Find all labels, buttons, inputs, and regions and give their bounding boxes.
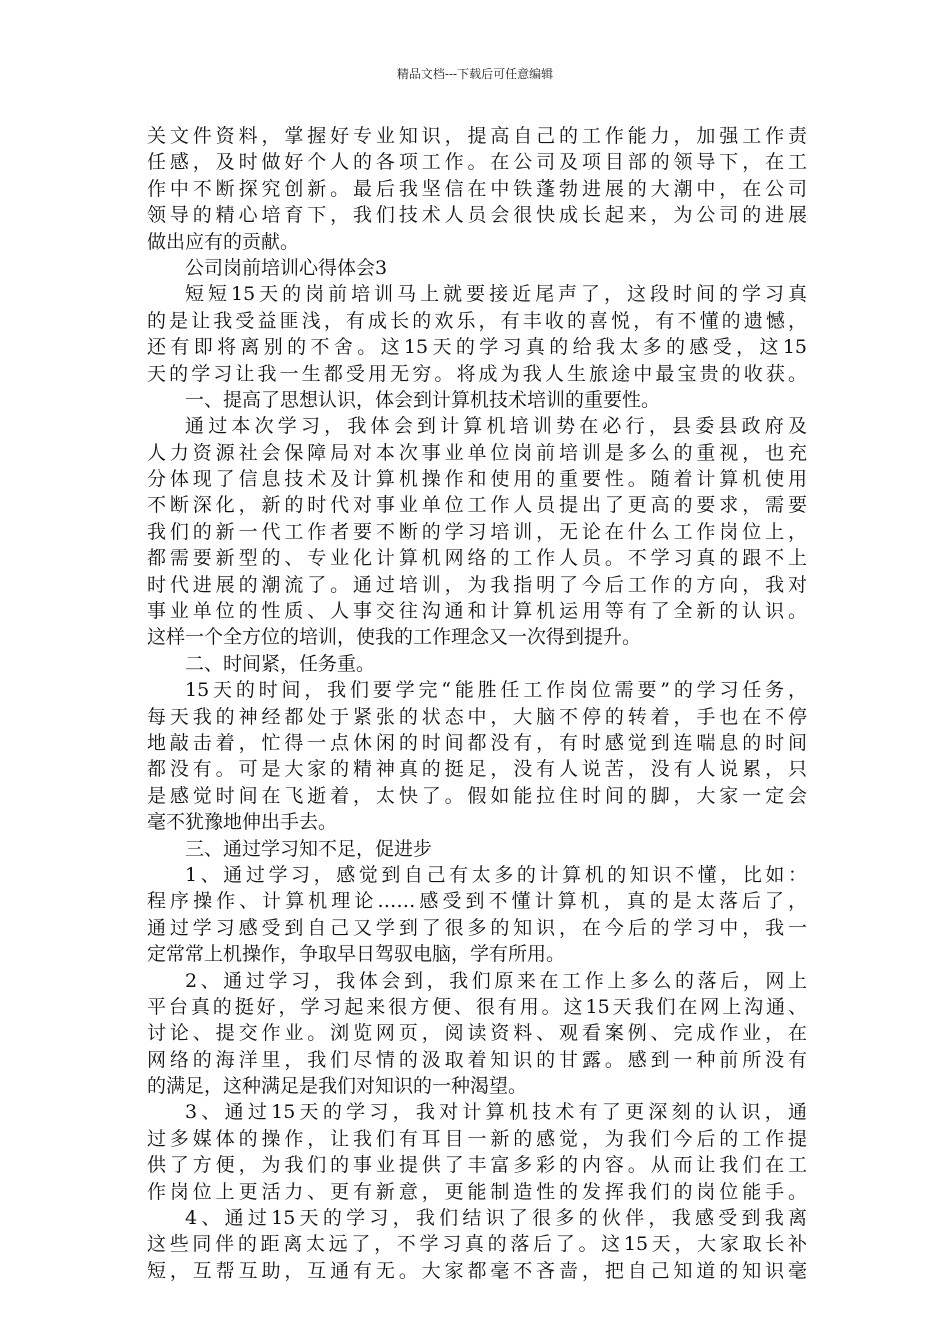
text-line: 任感，及时做好个人的各项工作。在公司及项目部的领导下，在工 [147, 151, 807, 174]
text-line: 3、通过15天的学习，我对计算机技术有了更深刻的认识，通 [185, 1101, 807, 1124]
text-line: 事业单位的性质、人事交往沟通和计算机运用等有了全新的认识。 [147, 600, 807, 623]
text-line: 作中不断探究创新。最后我坚信在中铁蓬勃进展的大潮中，在公司 [147, 177, 807, 200]
text-line: 作岗位上更活力、更有新意，更能制造性的发挥我们的岗位能手。 [147, 1180, 807, 1203]
text-line: 领导的精心培育下，我们技术人员会很快成长起来，为公司的进展 [147, 204, 807, 227]
text-line: 程序操作、计算机理论……感受到不懂计算机，真的是太落后了， [147, 890, 807, 913]
text-line: 的是让我受益匪浅，有成长的欢乐，有丰收的喜悦，有不懂的遗憾， [147, 309, 807, 332]
text-line: 都没有。可是大家的精神真的挺足，没有人说苦，没有人说累，只 [147, 758, 807, 781]
text-line: 二、时间紧，任务重。 [185, 652, 376, 675]
text-line: 都需要新型的、专业化计算机网络的工作人员。不学习真的跟不上 [147, 547, 807, 570]
text-line: 不断深化，新的时代对事业单位工作人员提出了更高的要求，需要 [147, 494, 807, 517]
text-line: 通过本次学习，我体会到计算机培训势在必行，县委县政府及 [185, 415, 807, 438]
text-line: 平台真的挺好，学习起来很方便、很有用。这15天我们在网上沟通、 [147, 995, 807, 1018]
text-line: 天的学习让我一生都受用无穷。将成为我人生旅途中最宝贵的收获。 [147, 362, 807, 385]
text-line: 讨论、提交作业。浏览网页，阅读资料、观看案例、完成作业，在 [147, 1022, 807, 1045]
text-line: 一、提高了思想认识，体会到计算机技术培训的重要性。 [185, 388, 661, 411]
text-line: 是感觉时间在飞逝着，太快了。假如能拉住时间的脚，大家一定会 [147, 784, 807, 807]
text-line: 的满足，这种满足是我们对知识的一种渴望。 [147, 1075, 528, 1098]
text-line: 时代进展的潮流了。通过培训，为我指明了今后工作的方向，我对 [147, 573, 807, 596]
text-line: 公司岗前培训心得体会3 [185, 256, 388, 279]
text-line: 分体现了信息技术及计算机操作和使用的重要性。随着计算机使用 [147, 468, 807, 491]
text-line: 1、通过学习，感觉到自己有太多的计算机的知识不懂，比如： [185, 863, 807, 886]
text-line: 这样一个全方位的培训，使我的工作理念又一次得到提升。 [147, 626, 642, 649]
text-line: 这些同伴的距离太远了，不学习真的落后了。这15天，大家取长补 [147, 1233, 807, 1256]
text-line: 4、通过15天的学习，我们结识了很多的伙伴，我感受到我离 [185, 1207, 807, 1230]
text-line: 三、通过学习知不足，促进步 [185, 837, 433, 860]
text-line: 毫不犹豫地伸出手去。 [147, 811, 338, 834]
text-line: 还有即将离别的不舍。这15天的学习真的给我太多的感受，这15 [147, 336, 807, 359]
text-line: 关文件资料，掌握好专业知识，提高自己的工作能力，加强工作责 [147, 125, 807, 147]
text-line: 人力资源社会保障局对本次事业单位岗前培训是多么的重视，也充 [147, 441, 807, 464]
text-line: 地敲击着，忙得一点休闲的时间都没有，有时感觉到连喘息的时间 [147, 731, 807, 754]
text-line: 网络的海洋里，我们尽情的汲取着知识的甘露。感到一种前所没有 [147, 1048, 807, 1071]
text-line: 过多媒体的操作，让我们有耳目一新的感觉，为我们今后的工作提 [147, 1127, 807, 1150]
page-header: 精品文档---下载后可任意编辑 [396, 67, 554, 81]
text-line: 做出应有的贡献。 [147, 230, 300, 253]
text-line: 短，互帮互助，互通有无。大家都毫不吝啬，把自己知道的知识毫 [147, 1259, 807, 1282]
text-line: 我们的新一代工作者要不断的学习培训，无论在什么工作岗位上， [147, 520, 807, 543]
text-line: 每天我的神经都处于紧张的状态中，大脑不停的转着，手也在不停 [147, 705, 807, 728]
text-line: 短短15天的岗前培训马上就要接近尾声了，这段时间的学习真 [185, 283, 807, 306]
text-line: 15天的时间，我们要学完“能胜任工作岗位需要”的学习任务， [185, 679, 807, 702]
text-line: 定常常上机操作，争取早日驾驭电脑，学有所用。 [147, 943, 566, 966]
text-line: 通过学习感受到自己又学到了很多的知识，在今后的学习中，我一 [147, 916, 807, 939]
text-line: 供了方便，为我们的事业提供了丰富多彩的内容。从而让我们在工 [147, 1154, 807, 1177]
text-line: 2、通过学习，我体会到，我们原来在工作上多么的落后，网上 [185, 969, 807, 992]
document-body [147, 123, 807, 1284]
